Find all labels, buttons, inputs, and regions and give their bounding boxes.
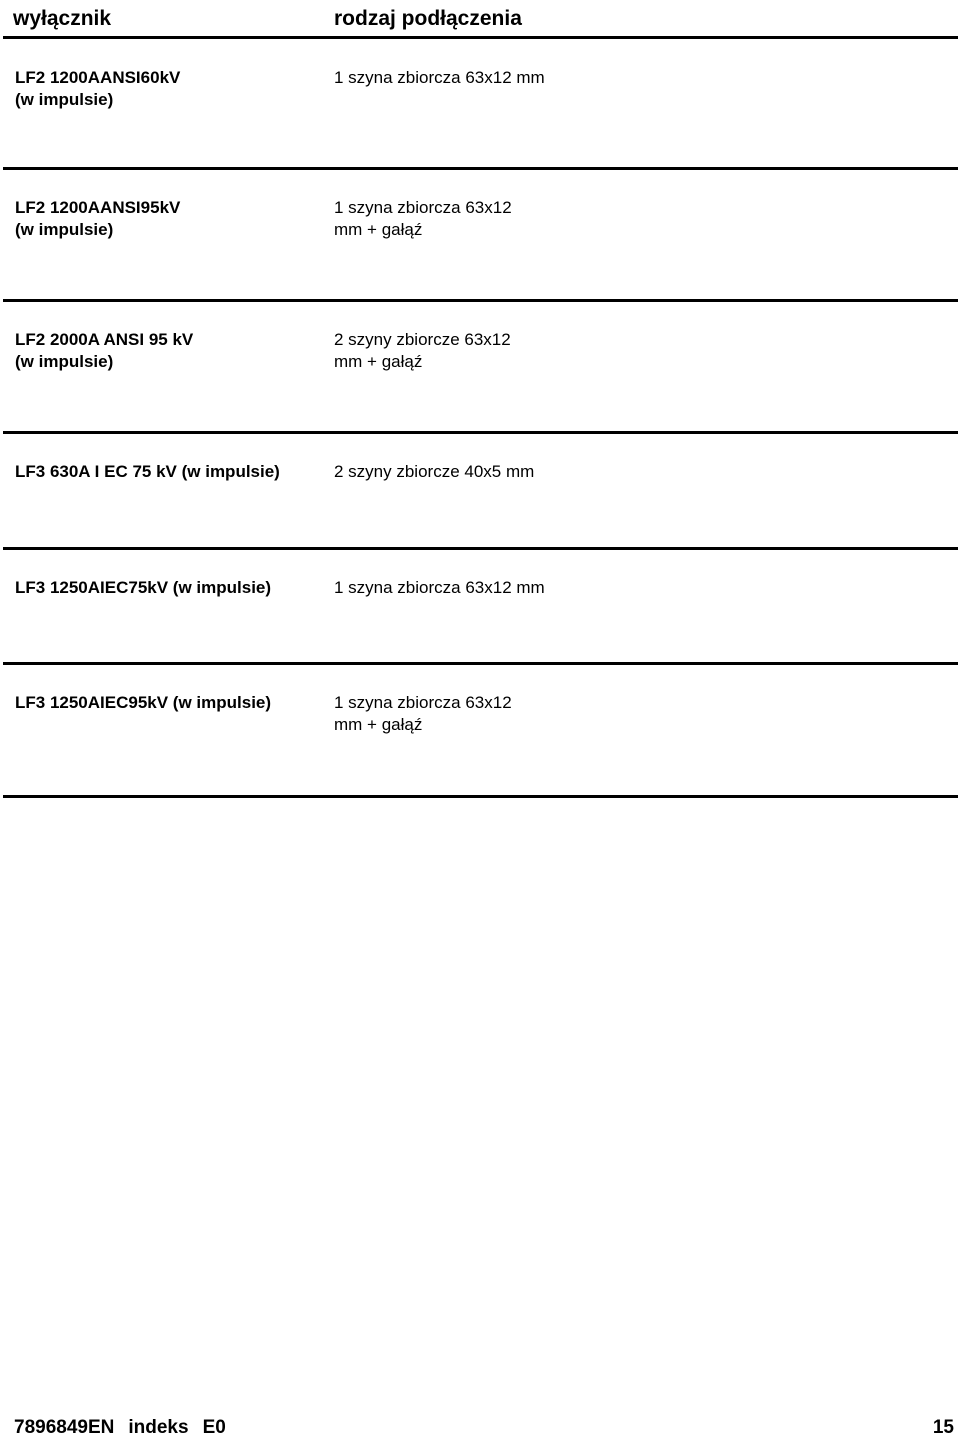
- index-label: indeks: [128, 1417, 189, 1438]
- breaker-cell: [15, 197, 325, 241]
- table-row: [3, 665, 958, 798]
- page-number: 15: [932, 1417, 954, 1438]
- connection-line: 1 szyna zbiorcza 63x12 mm: [334, 578, 545, 597]
- breaker-cell: [15, 692, 325, 714]
- connection-line: mm + gałąź: [334, 352, 423, 371]
- connection-line: mm + gałąź: [334, 220, 423, 239]
- connection-line: 2 szyny zbiorcze 63x12: [334, 330, 511, 349]
- breaker-line: (w impulsie): [15, 90, 114, 109]
- connection-line: 2 szyny zbiorcze 40x5 mm: [334, 462, 535, 481]
- table-row: [3, 170, 958, 302]
- table-row: [3, 550, 958, 665]
- breaker-line: LF3 1250AIEC95kV (w impulsie): [15, 693, 272, 712]
- breaker-line: (w impulsie): [15, 220, 114, 239]
- breaker-line: LF2 1200AANSI60kV: [15, 68, 181, 87]
- breaker-cell: [15, 461, 325, 483]
- connection-cell: [334, 67, 584, 89]
- table-row: [3, 302, 958, 434]
- table-header: [3, 0, 958, 39]
- breaker-cell: [15, 67, 325, 111]
- breaker-line: LF2 1200AANSI95kV: [15, 198, 181, 217]
- header-breaker: wyłącznik: [13, 7, 112, 30]
- connection-line: 1 szyna zbiorcza 63x12 mm: [334, 68, 545, 87]
- table-row: [3, 39, 958, 170]
- connection-cell: [334, 461, 584, 483]
- breaker-cell: [15, 329, 325, 373]
- breaker-cell: [15, 577, 325, 599]
- document-number: 7896849EN: [14, 1417, 115, 1438]
- breaker-line: LF2 2000A ANSI 95 kV: [15, 330, 194, 349]
- index-value: E0: [202, 1417, 226, 1438]
- connection-cell: [334, 329, 584, 373]
- connection-cell: [334, 692, 584, 736]
- table-row: [3, 434, 958, 550]
- connection-line: 1 szyna zbiorcza 63x12: [334, 198, 512, 217]
- connection-line: mm + gałąź: [334, 715, 423, 734]
- connection-cell: [334, 197, 584, 241]
- breaker-line: LF3 1250AIEC75kV (w impulsie): [15, 578, 272, 597]
- breaker-line: (w impulsie): [15, 352, 114, 371]
- connection-line: 1 szyna zbiorcza 63x12: [334, 693, 512, 712]
- footer-document-info: [14, 1416, 240, 1440]
- connection-table: [3, 0, 958, 798]
- breaker-line: LF3 630A I EC 75 kV (w impulsie): [15, 462, 280, 481]
- header-connection-type: rodzaj podłączenia: [334, 7, 522, 30]
- connection-cell: [334, 577, 584, 599]
